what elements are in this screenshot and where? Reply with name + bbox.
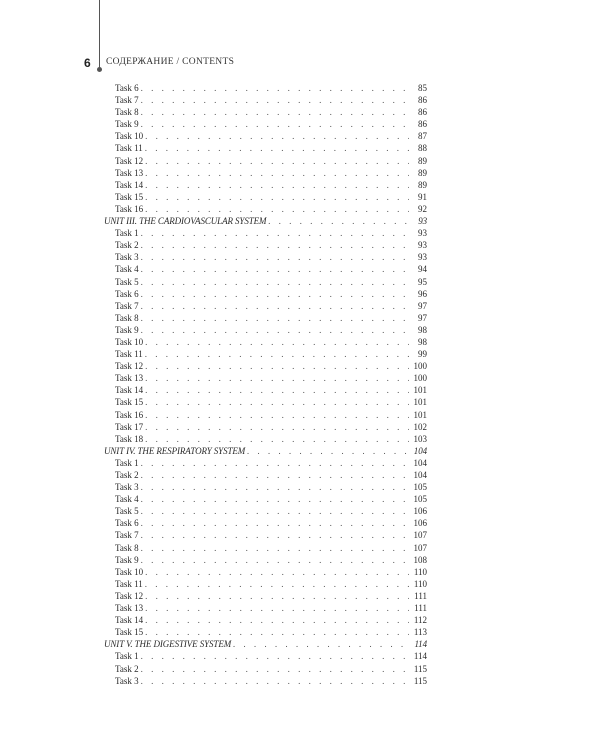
toc-task-row — [104, 396, 427, 408]
toc-entry-label: Task 7 — [115, 530, 139, 541]
toc-task-row — [104, 409, 427, 421]
toc-task-row — [104, 276, 427, 288]
toc-task-row — [104, 614, 427, 626]
dot-leader — [145, 348, 409, 360]
toc-task-row — [104, 372, 427, 384]
dot-leader — [141, 94, 409, 106]
toc-entry-label: Task 9 — [115, 119, 139, 130]
toc-task-row — [104, 493, 427, 505]
toc-page-number: 91 — [418, 191, 427, 202]
toc-task-row — [104, 227, 427, 239]
dot-leader — [141, 276, 409, 288]
toc-page-number: 89 — [418, 167, 427, 178]
toc-page-number: 87 — [418, 131, 427, 142]
toc-unit-heading — [104, 445, 427, 457]
toc-page-number: 101 — [413, 397, 427, 408]
dot-leader — [141, 517, 409, 529]
toc-page-number: 97 — [418, 312, 427, 323]
toc-task-row — [104, 675, 427, 687]
dot-leader — [141, 106, 409, 118]
toc-entry-label: UNIT III. THE CARDIOVASCULAR SYSTEM — [104, 216, 267, 227]
toc-page-number: 115 — [413, 663, 427, 674]
toc-task-row — [104, 239, 427, 251]
toc-task-row — [104, 94, 427, 106]
dot-leader — [145, 360, 409, 372]
toc-task-row — [104, 505, 427, 517]
toc-entry-label: Task 6 — [115, 518, 139, 529]
toc-entry-label: Task 12 — [115, 361, 144, 372]
toc-task-row — [104, 167, 427, 179]
toc-page-number: 111 — [414, 590, 427, 601]
toc-task-row — [104, 360, 427, 372]
toc-page-number: 102 — [413, 421, 427, 432]
toc-entry-label: UNIT V. THE DIGESTIVE SYSTEM — [104, 639, 232, 650]
toc-task-row — [104, 336, 427, 348]
toc-task-row — [104, 203, 427, 215]
toc-page-number: 98 — [418, 336, 427, 347]
toc-page-number: 113 — [413, 627, 427, 638]
toc-entry-label: Task 16 — [115, 203, 144, 214]
toc-page-number: 104 — [413, 445, 427, 456]
dot-leader — [141, 239, 409, 251]
toc-entry-label: Task 4 — [115, 264, 139, 275]
toc-page-number: 93 — [418, 240, 427, 251]
dot-leader — [145, 602, 409, 614]
toc-page-number: 108 — [413, 554, 427, 565]
toc-task-row — [104, 663, 427, 675]
dot-leader — [141, 324, 409, 336]
toc-task-row — [104, 142, 427, 154]
toc-page-number: 100 — [413, 361, 427, 372]
toc-entry-label: Task 15 — [115, 191, 144, 202]
toc-page-number: 104 — [413, 457, 427, 468]
toc-entry-label: Task 14 — [115, 179, 144, 190]
toc-page-number: 107 — [413, 530, 427, 541]
toc-task-row — [104, 263, 427, 275]
toc-entry-label: Task 11 — [115, 349, 143, 360]
toc-page-number: 85 — [418, 83, 427, 93]
toc-unit-heading — [104, 215, 427, 227]
dot-leader — [141, 481, 409, 493]
toc-task-row — [104, 300, 427, 312]
toc-task-row — [104, 590, 427, 602]
toc-entry-label: Task 8 — [115, 542, 139, 553]
toc-entry-label: Task 14 — [115, 615, 144, 626]
dot-leader — [145, 130, 409, 142]
toc-task-row — [104, 251, 427, 263]
toc-task-row — [104, 542, 427, 554]
running-head: СОДЕРЖАНИЕ / CONTENTS — [106, 57, 235, 67]
dot-leader — [145, 179, 409, 191]
toc-entry-label: Task 10 — [115, 566, 144, 577]
toc-task-row — [104, 481, 427, 493]
toc-entry-label: Task 16 — [115, 409, 144, 420]
toc-page-number: 97 — [418, 300, 427, 311]
toc-page-number: 110 — [413, 566, 427, 577]
toc-task-row — [104, 191, 427, 203]
dot-leader — [141, 457, 409, 469]
toc-task-row — [104, 529, 427, 541]
dot-leader — [141, 251, 409, 263]
toc-task-row — [104, 288, 427, 300]
toc-task-row — [104, 457, 427, 469]
dot-leader — [145, 155, 409, 167]
toc-entry-label: Task 11 — [115, 578, 143, 589]
toc-entry-label: Task 3 — [115, 252, 139, 263]
toc-task-row — [104, 384, 427, 396]
toc-page-number: 86 — [418, 107, 427, 118]
toc-page-number: 114 — [414, 639, 427, 650]
toc-entry-label: Task 6 — [115, 288, 139, 299]
toc-page-number: 93 — [418, 228, 427, 239]
toc-page-number: 107 — [413, 542, 427, 553]
toc-task-row — [104, 554, 427, 566]
toc-task-row — [104, 179, 427, 191]
dot-leader — [141, 505, 409, 517]
toc-page-number: 95 — [418, 276, 427, 287]
toc-entry-label: Task 13 — [115, 373, 144, 384]
toc-page-number: 92 — [418, 203, 427, 214]
toc-task-row — [104, 566, 427, 578]
toc-page-number: 89 — [418, 179, 427, 190]
toc-entry-label: Task 15 — [115, 627, 144, 638]
toc-entry-label: Task 3 — [115, 675, 139, 686]
toc-page-number: 115 — [413, 675, 427, 686]
dot-leader — [141, 675, 409, 687]
toc-page-number: 89 — [418, 155, 427, 166]
dot-leader — [145, 336, 409, 348]
toc-task-row — [104, 602, 427, 614]
dot-leader — [141, 493, 409, 505]
toc-entry-label: Task 5 — [115, 276, 139, 287]
toc-task-row — [104, 517, 427, 529]
dot-leader — [145, 396, 409, 408]
toc-entry-label: Task 1 — [115, 228, 139, 239]
toc-page-number: 96 — [418, 288, 427, 299]
toc-entry-label: Task 6 — [115, 83, 139, 93]
toc-entry-label: Task 8 — [115, 312, 139, 323]
table-of-contents — [104, 82, 427, 687]
dot-leader — [141, 663, 409, 675]
toc-page-number: 86 — [418, 95, 427, 106]
toc-page-number: 94 — [418, 264, 427, 275]
toc-task-row — [104, 155, 427, 167]
toc-entry-label: Task 9 — [115, 554, 139, 565]
toc-task-row — [104, 82, 427, 94]
toc-page-number: 105 — [413, 482, 427, 493]
page-number: 6 — [84, 56, 91, 70]
dot-leader — [145, 409, 409, 421]
dot-leader — [141, 300, 409, 312]
toc-entry-label: Task 2 — [115, 240, 139, 251]
toc-entry-label: Task 10 — [115, 131, 144, 142]
dot-leader — [145, 433, 409, 445]
toc-entry-label: Task 14 — [115, 385, 144, 396]
toc-entry-label: Task 8 — [115, 107, 139, 118]
toc-task-row — [104, 106, 427, 118]
dot-leader — [268, 215, 409, 227]
toc-page-number: 106 — [413, 518, 427, 529]
dot-leader — [141, 118, 409, 130]
toc-task-row — [104, 348, 427, 360]
dot-leader — [145, 167, 409, 179]
toc-entry-label: Task 2 — [115, 663, 139, 674]
dot-leader — [141, 529, 409, 541]
dot-leader — [145, 384, 409, 396]
toc-page-number: 99 — [418, 349, 427, 360]
toc-entry-label: Task 7 — [115, 300, 139, 311]
dot-leader — [141, 542, 409, 554]
toc-entry-label: Task 1 — [115, 651, 139, 662]
toc-page-number: 93 — [418, 252, 427, 263]
toc-page-number: 105 — [413, 494, 427, 505]
toc-entry-label: Task 12 — [115, 155, 144, 166]
toc-entry-label: Task 13 — [115, 603, 144, 614]
toc-entry-label: Task 2 — [115, 470, 139, 480]
toc-task-row — [104, 118, 427, 130]
dot-leader — [141, 82, 409, 94]
toc-task-row — [104, 324, 427, 336]
toc-page-number: 112 — [413, 615, 427, 626]
dot-leader — [141, 312, 409, 324]
toc-page-number: 106 — [413, 506, 427, 517]
dot-leader — [141, 469, 409, 481]
toc-page-number: 86 — [418, 119, 427, 130]
toc-entry-label: Task 5 — [115, 506, 139, 517]
toc-unit-heading — [104, 638, 427, 650]
dot-leader — [141, 288, 409, 300]
toc-entry-label: Task 9 — [115, 324, 139, 335]
header-rule — [99, 0, 100, 68]
toc-entry-label: Task 4 — [115, 494, 139, 505]
dot-leader — [247, 445, 409, 457]
toc-task-row — [104, 469, 427, 481]
toc-page-number: 100 — [413, 373, 427, 384]
toc-task-row — [104, 433, 427, 445]
dot-leader — [145, 566, 409, 578]
toc-entry-label: Task 11 — [115, 143, 143, 154]
toc-task-row — [104, 626, 427, 638]
dot-leader — [145, 578, 409, 590]
dot-leader — [145, 590, 409, 602]
dot-leader — [141, 227, 409, 239]
dot-leader — [145, 614, 409, 626]
dot-leader — [145, 372, 409, 384]
toc-entry-label: UNIT IV. THE RESPIRATORY SYSTEM — [104, 445, 246, 456]
toc-task-row — [104, 578, 427, 590]
dot-leader — [141, 554, 409, 566]
toc-entry-label: Task 17 — [115, 421, 144, 432]
toc-entry-label: Task 13 — [115, 167, 144, 178]
toc-page-number: 88 — [418, 143, 427, 154]
dot-leader — [145, 626, 409, 638]
toc-task-row — [104, 650, 427, 662]
toc-entry-label: Task 15 — [115, 397, 144, 408]
dot-leader — [145, 421, 409, 433]
dot-leader — [145, 142, 409, 154]
toc-task-row — [104, 130, 427, 142]
toc-page-number: 98 — [418, 324, 427, 335]
toc-page-number: 110 — [413, 578, 427, 589]
toc-page-number: 101 — [413, 409, 427, 420]
header-rule-dot — [97, 67, 102, 72]
toc-page-number: 114 — [413, 651, 427, 662]
toc-entry-label: Task 18 — [115, 433, 144, 444]
dot-leader — [141, 263, 409, 275]
dot-leader — [141, 650, 409, 662]
toc-entry-label: Task 10 — [115, 336, 144, 347]
toc-page-number: 93 — [418, 216, 427, 227]
dot-leader — [145, 191, 409, 203]
dot-leader — [145, 203, 409, 215]
toc-entry-label: Task 3 — [115, 482, 139, 493]
toc-task-row — [104, 421, 427, 433]
toc-entry-label: Task 1 — [115, 457, 139, 468]
toc-entry-label: Task 12 — [115, 590, 144, 601]
toc-page-number: 101 — [413, 385, 427, 396]
toc-entry-label: Task 7 — [115, 95, 139, 106]
toc-page-number: 103 — [413, 433, 427, 444]
dot-leader — [233, 638, 409, 650]
toc-task-row — [104, 312, 427, 324]
toc-page-number: 111 — [414, 603, 427, 614]
toc-page-number: 104 — [413, 470, 427, 480]
